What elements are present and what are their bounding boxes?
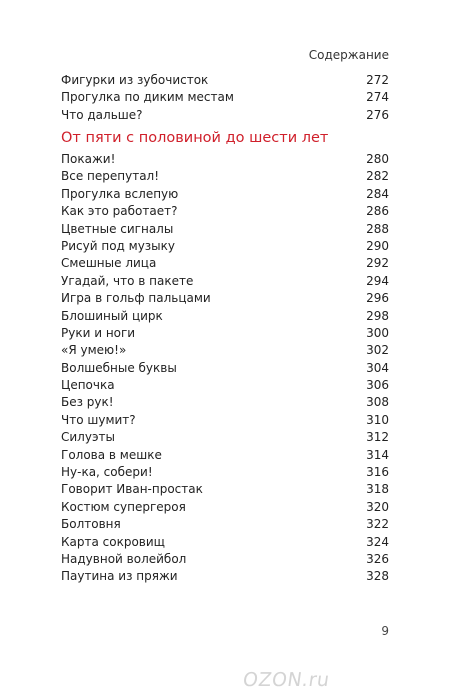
toc-entry-page: 294	[366, 273, 389, 288]
toc-entry-title: Рисуй под музыку	[61, 238, 176, 253]
toc-entry-title: Силуэты	[61, 430, 115, 445]
toc-entry-page: 300	[366, 325, 389, 340]
toc-entry	[61, 516, 389, 533]
toc-entry	[61, 89, 389, 106]
toc-entry	[61, 221, 389, 238]
toc-entry-page: 284	[366, 186, 389, 201]
toc-entry-page: 292	[366, 256, 389, 271]
toc-entry-page: 322	[366, 517, 389, 532]
toc-entry-title: Все перепутал!	[61, 169, 160, 184]
toc-entry	[61, 308, 389, 325]
toc-entry-page: 306	[366, 378, 389, 393]
toc-entry-page: 318	[366, 482, 389, 497]
toc-entry-title: Смешные лица	[61, 256, 157, 271]
toc-entry	[61, 464, 389, 481]
toc-entry-page: 296	[366, 291, 389, 306]
toc-entry-title: Говорит Иван-простак	[61, 482, 203, 497]
toc-entry-page: 324	[366, 534, 389, 549]
toc-entry-title: Ну-ка, собери!	[61, 465, 153, 480]
toc-entry-page: 326	[366, 551, 389, 566]
toc-entry-title: Болтовня	[61, 517, 121, 532]
toc-entry-page: 308	[366, 395, 389, 410]
toc-entry-title: «Я умею!»	[61, 343, 127, 358]
toc-entry-title: Как это работает?	[61, 204, 178, 219]
toc-entry-title: Волшебные буквы	[61, 360, 177, 375]
toc-entry-title: Руки и ноги	[61, 325, 136, 340]
section-title: От пяти с половиной до шести лет	[61, 130, 329, 146]
toc-entry-title: Что шумит?	[61, 412, 136, 427]
toc-entry-page: 286	[366, 204, 389, 219]
toc-entry-page: 290	[366, 238, 389, 253]
toc-entry	[61, 551, 389, 568]
toc-entry	[61, 394, 389, 411]
toc-entry-title: Надувной волейбол	[61, 551, 187, 566]
toc-entry	[61, 412, 389, 429]
toc-entry-page: 298	[366, 308, 389, 323]
toc-entry-title: Блошиный цирк	[61, 308, 163, 323]
toc-entry	[61, 360, 389, 377]
toc-entry-page: 320	[366, 499, 389, 514]
toc-entry	[61, 429, 389, 446]
toc-entry-page: 274	[366, 90, 389, 105]
toc-entry	[61, 325, 389, 342]
toc-entry-title: Что дальше?	[61, 107, 143, 122]
toc-entry-title: Костюм супергероя	[61, 499, 186, 514]
toc-entry	[61, 481, 389, 498]
toc-entry	[61, 168, 389, 185]
toc-entry	[61, 273, 389, 290]
toc-entry	[61, 499, 389, 516]
toc-entry	[61, 447, 389, 464]
toc-entry-title: Без рук!	[61, 395, 114, 410]
toc-entry	[61, 72, 389, 89]
toc-entry-page: 276	[366, 107, 389, 122]
toc-entry	[61, 534, 389, 551]
toc-entry-page: 328	[366, 569, 389, 584]
toc-entry	[61, 186, 389, 203]
toc-entry	[61, 290, 389, 307]
toc-entry	[61, 342, 389, 359]
toc-entry-page: 304	[366, 360, 389, 375]
watermark-logo: OZON.ru	[241, 669, 332, 691]
toc-entry-page: 316	[366, 465, 389, 480]
toc-entry	[61, 377, 389, 394]
toc-entry-page: 314	[366, 447, 389, 462]
toc-continued-list	[61, 72, 389, 124]
toc-entry-title: Покажи!	[61, 152, 116, 166]
toc-entry-title: Прогулка по диким местам	[61, 90, 234, 105]
toc-entry-title: Угадай, что в пакете	[61, 273, 194, 288]
toc-entry-page: 288	[366, 221, 389, 236]
toc-entry-page: 310	[366, 412, 389, 427]
toc-entry-page: 280	[366, 152, 389, 166]
toc-entry-title: Прогулка вслепую	[61, 186, 179, 201]
page-number: 9	[381, 624, 389, 638]
toc-entry	[61, 568, 389, 585]
toc-entry-page: 302	[366, 343, 389, 358]
toc-entry-title: Карта сокровищ	[61, 534, 165, 549]
toc-entry	[61, 107, 389, 124]
toc-entry-title: Цепочка	[61, 378, 115, 393]
toc-entry-page: 312	[366, 430, 389, 445]
toc-entry-title: Фигурки из зубочисток	[61, 73, 209, 87]
running-head: Содержание	[308, 48, 389, 62]
toc-entry	[61, 255, 389, 272]
toc-entry-title: Голова в мешке	[61, 447, 162, 462]
toc-entry	[61, 203, 389, 220]
toc-entry-page: 272	[366, 73, 389, 87]
toc-entry-title: Паутина из пряжи	[61, 569, 178, 584]
toc-entry-title: Игра в гольф пальцами	[61, 291, 211, 306]
toc-entry	[61, 238, 389, 255]
toc-entry-page: 282	[366, 169, 389, 184]
toc-section-list	[61, 151, 389, 586]
toc-entry-title: Цветные сигналы	[61, 221, 174, 236]
toc-entry	[61, 151, 389, 168]
